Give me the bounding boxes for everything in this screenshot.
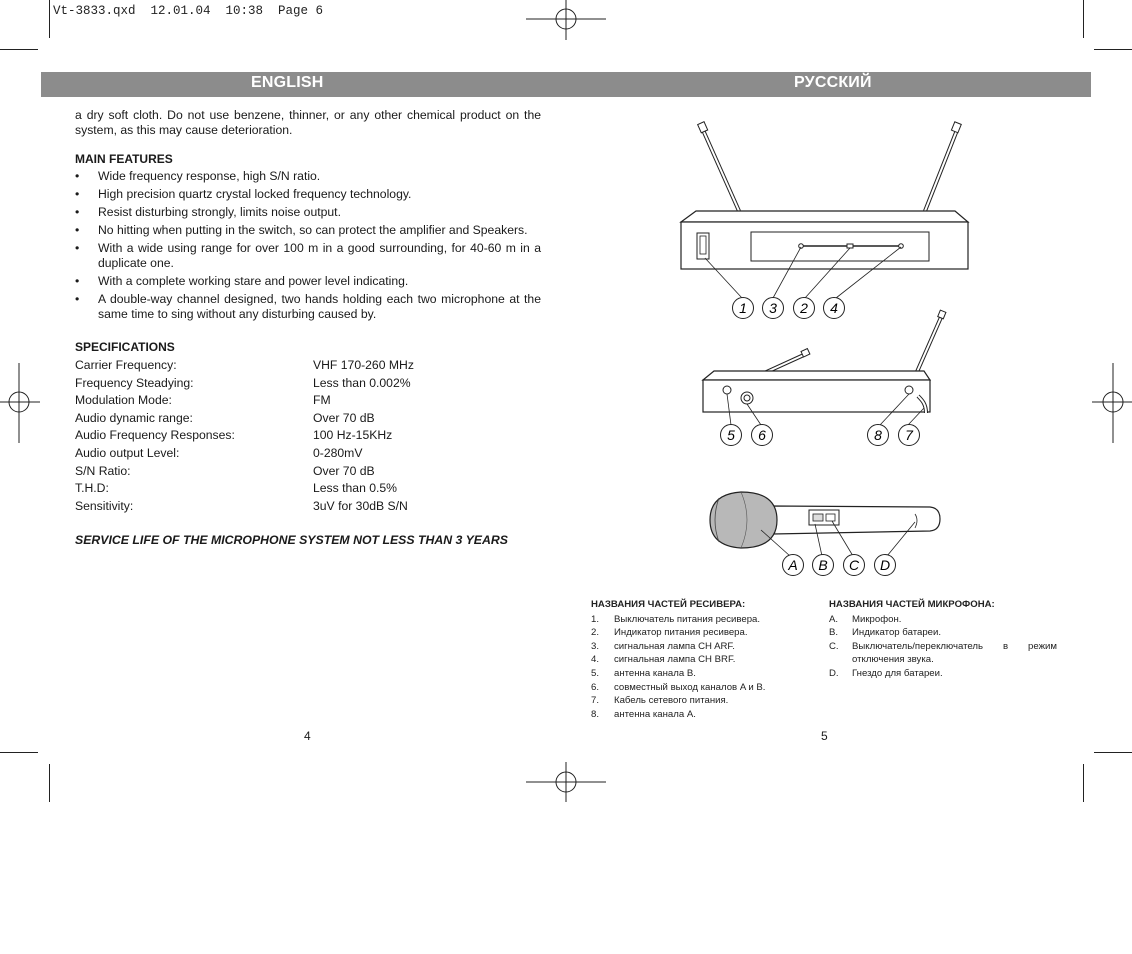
spec-row (75, 376, 541, 394)
list-item: 8. антенна канала А. (591, 708, 696, 720)
receiver-front-illustration (675, 118, 975, 324)
russian-heading: РУССКИЙ (794, 74, 872, 91)
spec-label: Sensitivity: (75, 498, 134, 513)
spec-row (75, 464, 541, 482)
svg-text:C: C (848, 557, 860, 573)
receiver-rear-body (703, 380, 930, 412)
mute-switch (826, 514, 835, 521)
crop-mark-br-v (1083, 764, 1084, 802)
callout-a (783, 555, 804, 576)
svg-text:D: D (879, 557, 891, 573)
receiver-parts-heading: НАЗВАНИЯ ЧАСТЕЙ РЕСИВЕРА: (591, 599, 746, 610)
callout-7 (899, 425, 920, 446)
callout-d (875, 555, 896, 576)
spec-label: Modulation Mode: (75, 393, 172, 408)
list-item: A. Микрофон. (829, 613, 902, 625)
features-list (75, 169, 541, 322)
spec-value: 3uV for 30dB S/N (313, 498, 408, 513)
callout-5 (721, 425, 742, 446)
spec-label: Audio output Level: (75, 445, 180, 460)
crop-mark-br-h (1094, 752, 1132, 753)
registration-mark-top (526, 0, 606, 40)
crop-mark-tr-h (1094, 49, 1132, 50)
list-item: • Wide frequency response, high S/N ratio. (75, 169, 541, 184)
spec-row (75, 393, 541, 411)
registration-mark-right (1092, 363, 1132, 443)
specifications-heading: SPECIFICATIONS (75, 340, 175, 354)
spec-value: Over 70 dB (313, 463, 375, 478)
spec-value: Less than 0.5% (313, 481, 398, 496)
english-column (75, 108, 541, 548)
language-header-band (41, 72, 1091, 97)
spec-label: Frequency Steadying: (75, 375, 194, 390)
spec-value: VHF 170-260 MHz (313, 358, 414, 372)
receiver-parts-list (591, 598, 801, 721)
spec-value: 0-280mV (313, 445, 363, 460)
spec-label: Audio Frequency Responses: (75, 428, 235, 443)
spec-label: T.H.D: (75, 481, 109, 496)
svg-text:6: 6 (758, 427, 766, 443)
english-heading: ENGLISH (251, 74, 324, 91)
callout-8 (868, 425, 889, 446)
svg-text:3: 3 (769, 300, 777, 316)
service-life-note: SERVICE LIFE OF THE MICROPHONE SYSTEM NOT LESS THAN 3 YEARS (75, 533, 508, 548)
list-item: • Resist disturbing strongly, limits noise output. (75, 205, 541, 220)
intro-text: a dry soft cloth. Do not use benzene, thinner, or any other chemical product on the system, as this may cause deterioration. (75, 108, 541, 137)
audio-output-jack (741, 392, 753, 404)
svg-text:5: 5 (727, 427, 735, 443)
list-item: 4. сигнальная лампа CH BRF. (591, 654, 736, 666)
spec-value: Over 70 dB (313, 410, 375, 425)
list-item: 5. антенна канала B. (591, 667, 696, 679)
list-item: 7. Кабель сетевого питания. (591, 695, 729, 707)
microphone-body (773, 506, 940, 534)
crop-mark-tl-v (49, 0, 50, 38)
microphone-parts-heading: НАЗВАНИЯ ЧАСТЕЙ МИКРОФОНА: (829, 599, 995, 610)
list-item: B. Индикатор батареи. (829, 627, 942, 639)
spec-label: Audio dynamic range: (75, 410, 193, 425)
svg-text:B: B (818, 557, 828, 573)
microphone-grille (710, 492, 777, 548)
list-item: • With a complete working stare and power level indicating. (75, 274, 541, 289)
spec-row (75, 428, 541, 446)
svg-text:4: 4 (830, 300, 838, 316)
crop-mark-bl-v (49, 764, 50, 802)
list-item: 2. Индикатор питания ресивера. (591, 627, 748, 639)
registration-mark-left (0, 363, 40, 443)
spec-row (75, 446, 541, 464)
list-item: • A double-way channel designed, two hands holding each two microphone at the same time to sing without any disturbing caused by. (75, 292, 541, 322)
spec-row (75, 411, 541, 429)
callout-6 (752, 425, 773, 446)
svg-text:7: 7 (905, 427, 913, 443)
svg-text:8: 8 (874, 427, 882, 443)
crop-mark-bl-h (0, 752, 38, 753)
registration-mark-bottom (526, 762, 606, 802)
power-switch (697, 233, 709, 259)
list-item: • High precision quartz crystal locked frequency technology. (75, 187, 541, 202)
spec-label: S/N Ratio: (75, 463, 131, 478)
crop-mark-tl-h (0, 49, 38, 50)
list-item: • With a wide using range for over 100 m in a good surrounding, for 40-60 m in a duplicate one. (75, 241, 541, 271)
page-number-right: 5 (821, 729, 828, 743)
spec-value: 100 Hz-15KHz (313, 428, 393, 443)
list-item: • No hitting when putting in the switch, so can protect the amplifier and Speakers. (75, 223, 541, 238)
callout-b (813, 555, 834, 576)
microphone-parts-list (829, 598, 1057, 681)
list-item: 6. совместный выход каналов A и B. (591, 681, 766, 693)
spec-row (75, 499, 541, 517)
list-item: 1. Выключатель питания ресивера. (591, 613, 761, 625)
features-heading: MAIN FEATURES (75, 152, 173, 166)
callout-c (844, 555, 865, 576)
spec-row (75, 481, 541, 499)
list-item: 3. сигнальная лампа CH ARF. (591, 640, 735, 652)
page-number-left: 4 (304, 729, 311, 743)
microphone-illustration (705, 486, 945, 580)
svg-text:1: 1 (739, 300, 747, 316)
spec-value: Less than 0.002% (313, 375, 411, 390)
receiver-rear-illustration (700, 308, 950, 450)
specifications-table (75, 358, 541, 516)
crop-mark-tr-v (1083, 0, 1084, 38)
spec-value: FM (313, 393, 331, 408)
svg-text:A: A (788, 557, 798, 573)
spec-row (75, 358, 541, 376)
list-item: C. Выключатель/переключатель в режим отключения звука. (829, 640, 1057, 666)
file-slug: Vt-3833.qxd 12.01.04 10:38 Page 6 (53, 4, 324, 18)
svg-text:2: 2 (800, 300, 808, 316)
list-item: D. Гнездо для батареи. (829, 667, 943, 679)
spec-label: Carrier Frequency: (75, 358, 177, 372)
